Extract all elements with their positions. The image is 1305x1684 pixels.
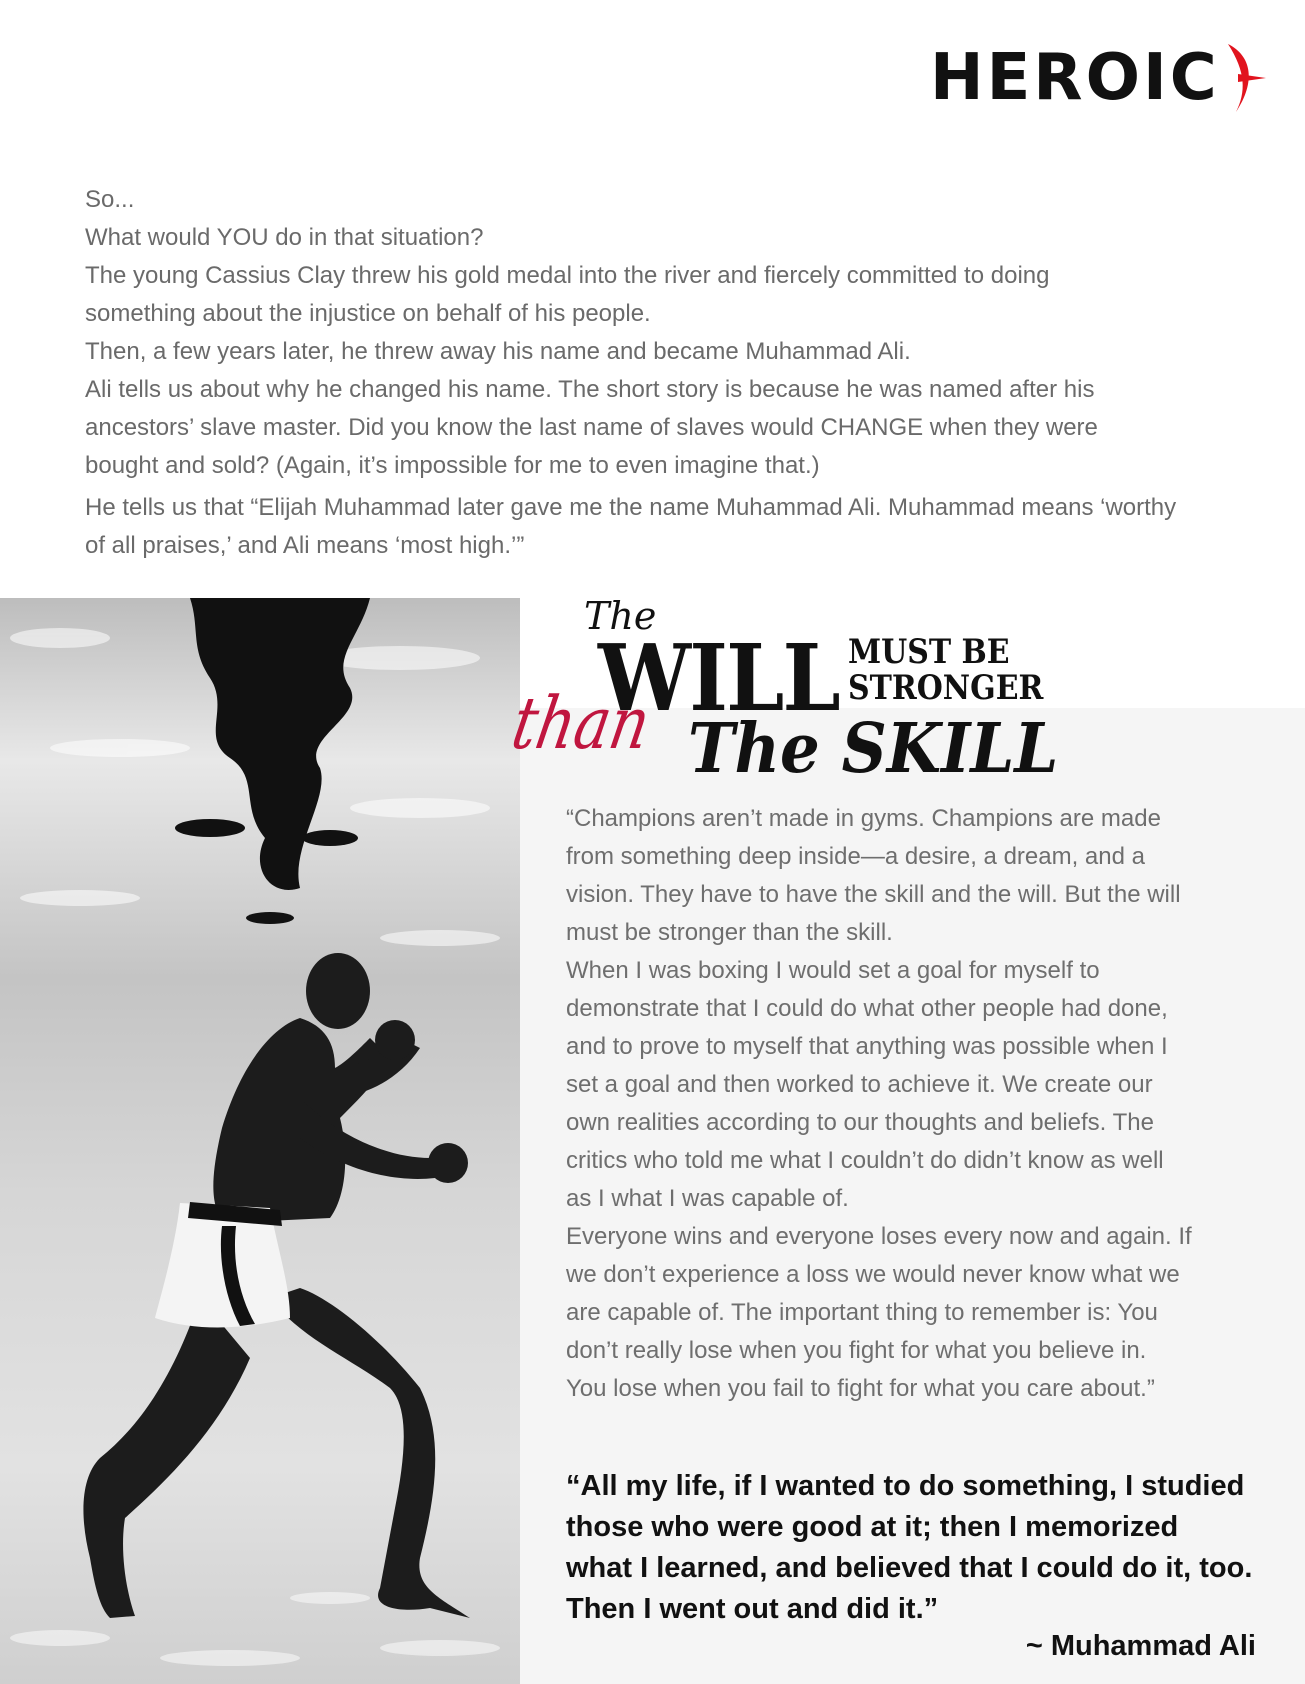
heroic-logo	[930, 42, 1266, 114]
intro-line: of all praises,’ and Ali means ‘most high.’”	[85, 532, 525, 559]
photo-illustration	[0, 598, 520, 1684]
quote-text	[566, 800, 1256, 1408]
underwater-boxer-photo	[0, 598, 520, 1684]
headline-than: than	[506, 681, 657, 765]
pull-quote-line: Then I went out and did it.”	[566, 1593, 939, 1625]
quote-line: don’t really lose when you fight for what you believe in.	[566, 1337, 1147, 1364]
intro-line: What would YOU do in that situation?	[85, 224, 484, 251]
intro-line: The young Cassius Clay threw his gold medal into the river and fiercely committed to doing	[85, 262, 1050, 289]
headline-stronger: STRONGER	[848, 668, 1044, 708]
pull-quote	[566, 1466, 1266, 1630]
intro-line: He tells us that “Elijah Muhammad later gave me the name Muhammad Ali. Muhammad means ‘worthy	[85, 494, 1177, 521]
pull-quote-line: what I learned, and believed that I could do it, too.	[566, 1552, 1253, 1584]
headline-will: WILL	[598, 624, 839, 732]
quote-line: from something deep inside—a desire, a dream, and a	[566, 843, 1145, 870]
logo-text: HEROIC	[930, 41, 1220, 115]
quote-line: must be stronger than the skill.	[566, 919, 893, 946]
quote-line: Everyone wins and everyone loses every now and again. If	[566, 1223, 1192, 1250]
quote-line: When I was boxing I would set a goal for myself to	[566, 957, 1100, 984]
quote-line: we don’t experience a loss we would never know what we	[566, 1261, 1180, 1288]
intro-text	[85, 181, 1265, 565]
quote-line: are capable of. The important thing to remember is: You	[566, 1299, 1158, 1326]
quote-line: You lose when you fail to fight for what you care about.”	[566, 1375, 1155, 1402]
quote-line: as I what I was capable of.	[566, 1185, 849, 1212]
quote-line: own realities according to our thoughts and beliefs. The	[566, 1109, 1154, 1136]
headline-must-be: MUST BE	[848, 632, 1010, 672]
headline-the: The	[584, 594, 657, 638]
intro-line: something about the injustice on behalf of his people.	[85, 300, 651, 327]
headline	[506, 594, 1080, 790]
quote-attribution: ~ Muhammad Ali	[1025, 1630, 1256, 1662]
pull-quote-line: those who were good at it; then I memorized	[566, 1511, 1179, 1543]
pull-quote-line: “All my life, if I wanted to do something, I studied	[566, 1470, 1245, 1502]
intro-line: Ali tells us about why he changed his name. The short story is because he was named after his	[85, 376, 1095, 403]
intro-line: Then, a few years later, he threw away his name and became Muhammad Ali.	[85, 338, 911, 365]
intro-line: bought and sold? (Again, it’s impossible for me to even imagine that.)	[85, 452, 820, 479]
headline-the-skill: The SKILL	[688, 709, 1059, 789]
quote-line: vision. They have to have the skill and the will. But the will	[566, 881, 1181, 908]
quote-line: demonstrate that I could do what other people had done,	[566, 995, 1168, 1022]
intro-line: So...	[85, 186, 135, 213]
quote-line: “Champions aren’t made in gyms. Champions are made	[566, 805, 1161, 832]
intro-line: ancestors’ slave master. Did you know the last name of slaves would CHANGE when they were	[85, 414, 1098, 441]
quote-line: set a goal and then worked to achieve it. We create our	[566, 1071, 1153, 1098]
logo-arrow-icon	[1222, 42, 1266, 114]
quote-line: and to prove to myself that anything was possible when I	[566, 1033, 1168, 1060]
quote-line: critics who told me what I couldn’t do didn’t know as well	[566, 1147, 1164, 1174]
